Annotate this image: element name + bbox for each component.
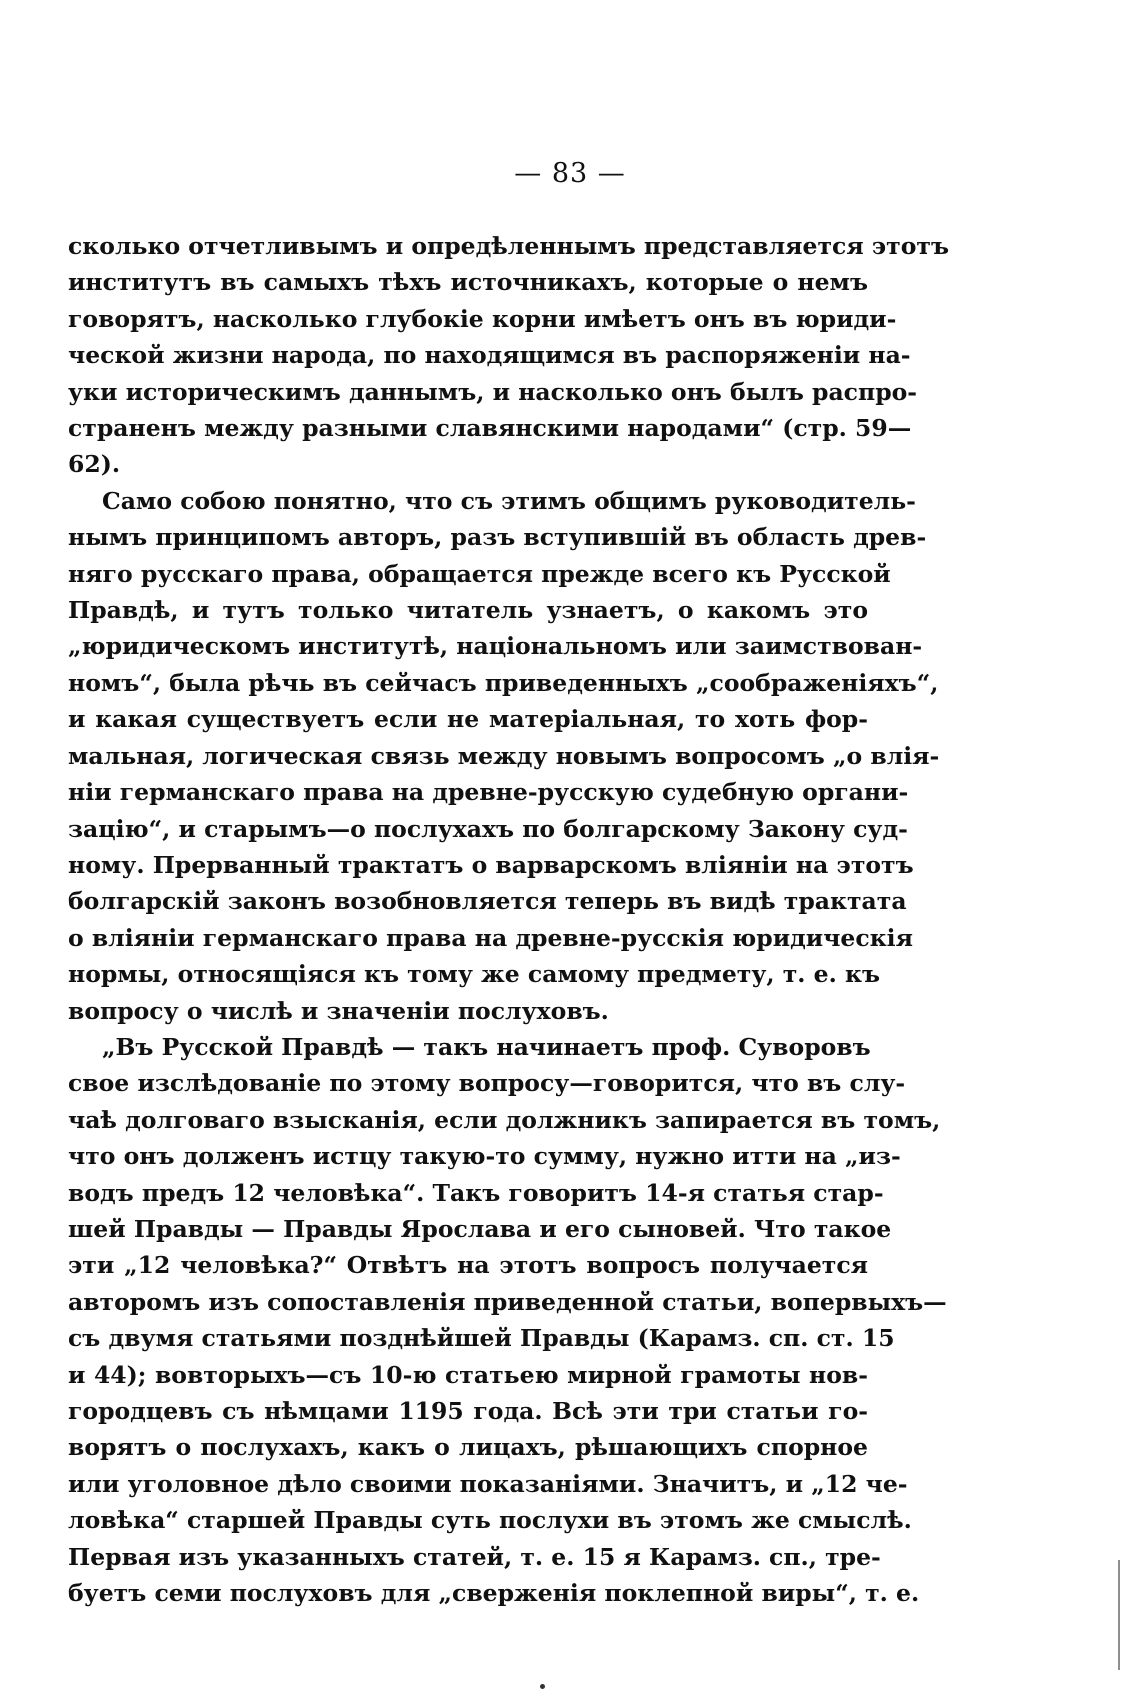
text-line: сколько отчетливымъ и опредѣленнымъ представляется этотъ <box>68 232 950 260</box>
text-line: съ двумя статьями позднѣйшей Правды (Карамз. сп. ст. 15 <box>68 1324 895 1353</box>
text-line: ловѣка“ старшей Правды суть послухи въ этомъ же смыслѣ. <box>68 1506 912 1535</box>
text-line: что онъ долженъ истцу такую-то сумму, нужно итти на „из- <box>68 1142 901 1171</box>
text-line: или уголовное дѣло своими показаніями. Значитъ, и „12 че- <box>68 1469 908 1498</box>
page-number: — 83 — <box>514 158 626 189</box>
text-line: ніи германскаго права на древне-русскую судебную органи- <box>68 778 909 807</box>
text-line: мальная, логическая связь между новымъ вопросомъ „о влія- <box>68 741 940 770</box>
text-line: ворятъ о послухахъ, какъ о лицахъ, рѣшающихъ спорное <box>68 1433 868 1462</box>
paragraph-2 <box>68 483 940 1029</box>
text-line: зацію“, и старымъ—о послухахъ по болгарскому Закону суд- <box>68 814 908 843</box>
text-line: городцевъ съ нѣмцами 1195 года. Всѣ эти три статьи го- <box>68 1397 868 1425</box>
scan-edge-mark <box>1118 1560 1120 1670</box>
text-line: чаѣ долговаго взысканія, если должникъ запирается въ томъ, <box>68 1105 941 1134</box>
text-line: говорятъ, насколько глубокіе корни имѣетъ онъ въ юриди- <box>68 304 897 333</box>
text-line: номъ“, была рѣчь въ сейчасъ приведенныхъ „соображеніяхъ“, <box>68 668 939 697</box>
text-line: уки историческимъ даннымъ, и насколько онъ былъ распро- <box>68 377 918 406</box>
text-line: „юридическомъ институтѣ, національномъ или заимствован- <box>68 632 923 661</box>
text-line: нымъ принципомъ авторъ, разъ вступившій въ область древ- <box>68 523 927 552</box>
text-line: Правдѣ, и тутъ только читатель узнаетъ, о какомъ это <box>68 596 868 625</box>
text-line: нормы, относящіяся къ тому же самому предмету, т. е. къ <box>68 960 880 989</box>
text-line: водъ предъ 12 человѣка“. Такъ говоритъ 14-я статья стар- <box>68 1178 884 1207</box>
text-line: буетъ семи послуховъ для „сверженія поклепной виры“, т. е. <box>68 1579 920 1608</box>
text-line: и какая существуетъ если не матеріальная, то хоть фор- <box>68 705 868 734</box>
text-line: няго русскаго права, обращается прежде всего къ Русской <box>68 559 891 588</box>
text-line: вопросу о числѣ и значеніи послуховъ. <box>68 996 609 1025</box>
page-text <box>68 228 950 1611</box>
paragraph-3 <box>68 1029 947 1612</box>
text-line: ному. Прерванный трактатъ о варварскомъ вліяніи на этотъ <box>68 850 914 879</box>
text-line: 62). <box>68 450 121 479</box>
text-line: свое изслѣдованіе по этому вопросу—говорится, что въ слу- <box>68 1069 906 1098</box>
text-line: ческой жизни народа, по находящимся въ распоряженіи на- <box>68 341 911 370</box>
text-line: о вліяніи германскаго права на древне-русскія юридическія <box>68 923 913 952</box>
text-line: авторомъ изъ сопоставленія приведенной статьи, вопервыхъ— <box>68 1287 947 1316</box>
scan-dot-mark <box>540 1684 545 1689</box>
text-line: институтъ въ самыхъ тѣхъ источникахъ, которые о немъ <box>68 268 868 297</box>
text-line: шей Правды — Правды Ярослава и его сыновей. Что такое <box>68 1214 892 1243</box>
text-line: болгарскій законъ возобновляется теперь въ видѣ трактата <box>68 887 907 916</box>
paragraph-1 <box>68 228 950 483</box>
text-line: „Въ Русской Правдѣ — такъ начинаетъ проф. Суворовъ <box>102 1032 871 1061</box>
text-line: Первая изъ указанныхъ статей, т. е. 15 я Карамз. сп., тре- <box>68 1542 881 1571</box>
text-line: Само собою понятно, что съ этимъ общимъ руководитель- <box>102 486 916 515</box>
text-line: эти „12 человѣка?“ Отвѣтъ на этотъ вопросъ получается <box>68 1251 868 1280</box>
text-line: и 44); вовторыхъ—съ 10-ю статьею мирной грамоты нов- <box>68 1360 868 1389</box>
text-line: страненъ между разными славянскими народами“ (стр. 59— <box>68 414 912 443</box>
